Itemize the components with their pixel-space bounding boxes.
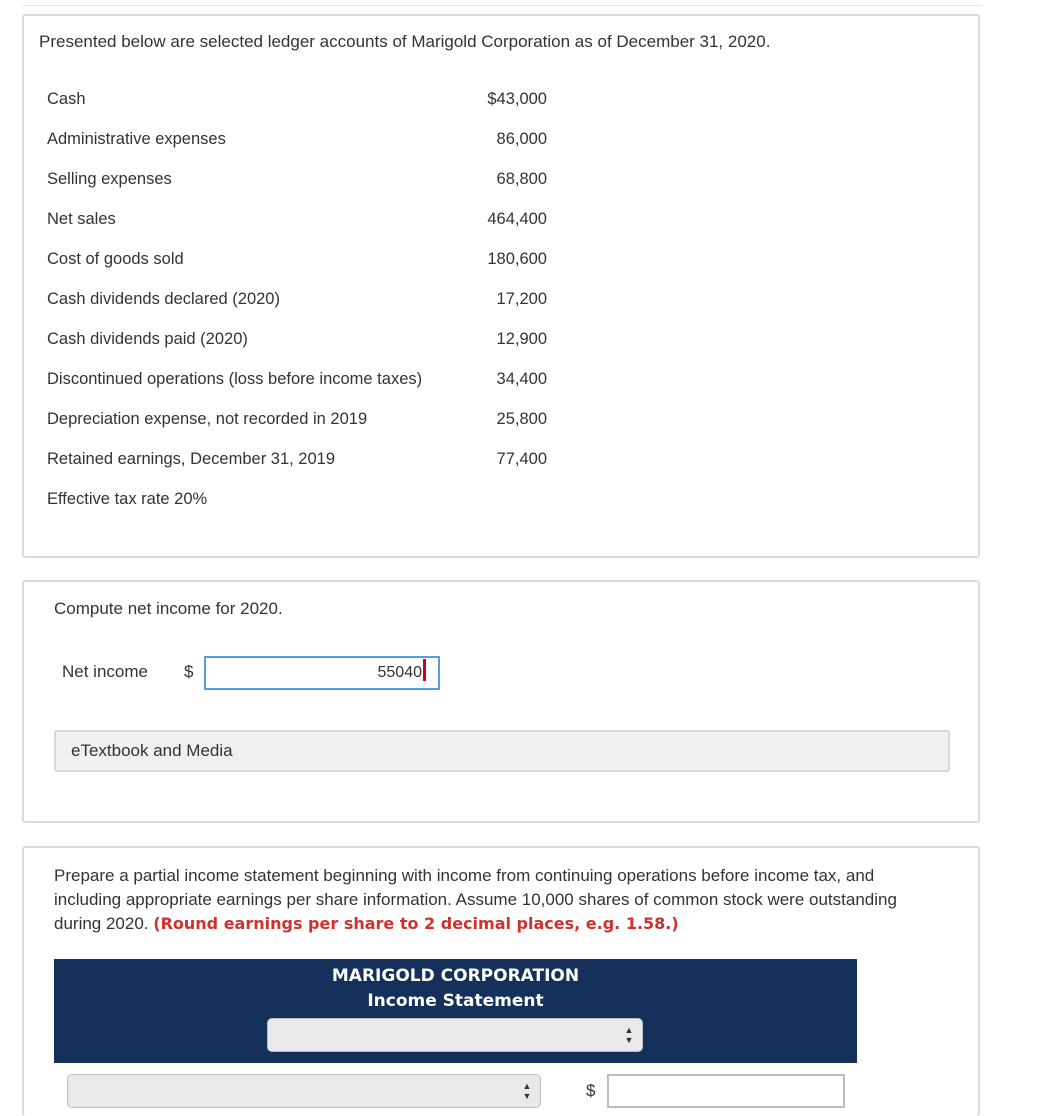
ledger-label: Depreciation expense, not recorded in 2019 — [47, 410, 368, 428]
ledger-amount: 68,800 — [496, 170, 547, 188]
ledger-label: Retained earnings, December 31, 2019 — [47, 450, 336, 468]
ledger-row — [47, 450, 547, 474]
ledger-row — [47, 90, 547, 114]
updown-arrows-icon: ▲ ▼ — [624, 1025, 634, 1045]
ledger-row — [47, 370, 547, 394]
statement-header — [54, 959, 857, 1063]
ledger-row — [47, 410, 547, 434]
ledger-row — [47, 210, 547, 234]
instructions-body: Prepare a partial income statement beginning with income from continuing operations before income tax, and including appropriate earnings per share information. Assume 10,000 shares of common stock were outstanding during 2020. — [54, 866, 897, 933]
net-income-value: 55040 — [377, 664, 422, 681]
ledger-amount: 25,800 — [496, 410, 547, 428]
ledger-row — [47, 250, 547, 274]
net-income-label: Net income — [62, 662, 148, 681]
ledger-label: Administrative expenses — [47, 130, 226, 148]
updown-arrows-icon: ▲ ▼ — [522, 1081, 532, 1101]
statement-title: Income Statement — [367, 991, 544, 1011]
ledger-amount: 464,400 — [487, 210, 547, 228]
ledger-amount: 17,200 — [496, 290, 547, 308]
currency-symbol: $ — [586, 1081, 596, 1100]
ledger-label: Net sales — [47, 210, 116, 228]
ledger-row — [47, 330, 547, 354]
ledger-amount: 86,000 — [496, 130, 547, 148]
income-statement-panel — [22, 846, 980, 1116]
ledger-amount: 34,400 — [496, 370, 547, 388]
net-income-panel — [22, 580, 980, 823]
top-divider — [22, 5, 982, 6]
ledger-amount: $43,000 — [487, 90, 547, 108]
ledger-row — [47, 170, 547, 194]
ledger-label: Cash dividends paid (2020) — [47, 330, 248, 348]
etextbook-media-button[interactable]: eTextbook and Media — [54, 730, 950, 772]
intro-text: Presented below are selected ledger accounts of Marigold Corporation as of December 31, 2020. — [39, 32, 771, 51]
currency-symbol: $ — [184, 662, 194, 681]
ledger-label: Discontinued operations (loss before income taxes) — [47, 370, 423, 388]
ledger-amount: 77,400 — [496, 450, 547, 468]
ledger-amount: 12,900 — [496, 330, 547, 348]
ledger-row — [47, 290, 547, 314]
question-prompt: Compute net income for 2020. — [54, 599, 283, 618]
instructions-text — [54, 864, 944, 936]
ledger-amount: 180,600 — [487, 250, 547, 268]
ledger-label: Selling expenses — [47, 170, 172, 188]
ledger-row — [47, 130, 547, 154]
line-item-select[interactable] — [67, 1074, 541, 1108]
ledger-label: Cost of goods sold — [47, 250, 184, 268]
net-income-input[interactable] — [204, 656, 440, 690]
rounding-instruction: (Round earnings per share to 2 decimal places, e.g. 1.58.) — [153, 914, 679, 933]
line-item-amount-input[interactable] — [607, 1074, 845, 1108]
period-select[interactable] — [267, 1018, 643, 1052]
ledger-label: Cash dividends declared (2020) — [47, 290, 280, 308]
company-name: MARIGOLD CORPORATION — [331, 966, 580, 986]
ledger-label: Effective tax rate 20% — [47, 490, 208, 508]
ledger-label: Cash — [47, 90, 86, 108]
ledger-panel — [22, 14, 980, 558]
text-cursor — [423, 659, 426, 681]
ledger-row — [47, 490, 547, 514]
